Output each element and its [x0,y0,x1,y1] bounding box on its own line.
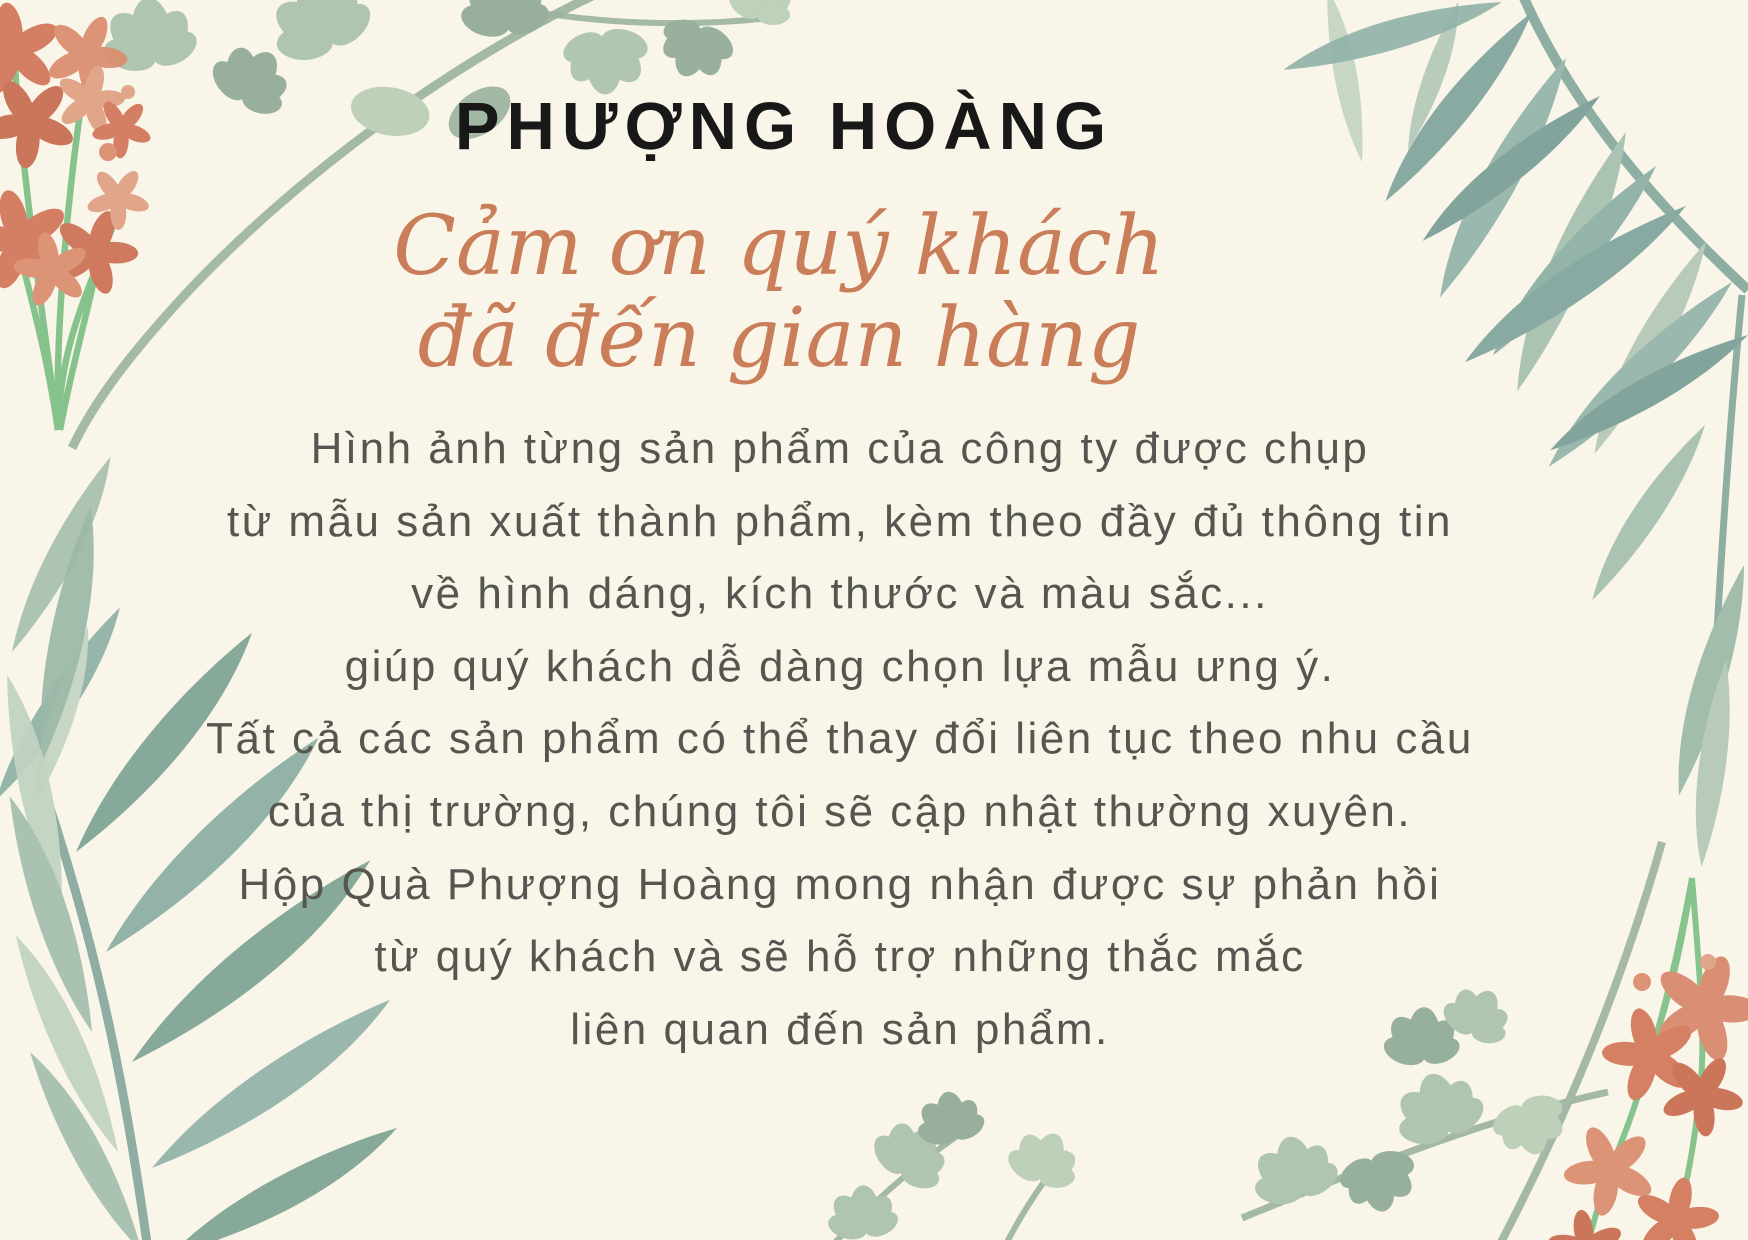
thank-you-line-1: Cảm ơn quý khách [393,199,1165,294]
body-line: về hình dáng, kích thước và màu sắc... [411,569,1269,619]
thank-you-line-2: đã đến gian hàng [417,291,1141,386]
body-line: của thị trường, chúng tôi sẽ cập nhật thường xuyên. [267,786,1413,836]
body-line: liên quan đến sản phẩm. [570,1004,1110,1054]
body-line: Hộp Quà Phượng Hoàng mong nhận được sự phản hồi [238,859,1442,909]
thank-you-message [0,201,1653,385]
brand-title: PHƯỢNG HOÀNG [454,89,1114,164]
body-line: từ quý khách và sẽ hỗ trợ những thắc mắc [374,932,1306,982]
body-line: giúp quý khách dễ dàng chọn lựa mẫu ưng ý. [344,641,1336,691]
body-line: Hình ảnh từng sản phẩm của công ty được chụp [310,424,1370,473]
body-line: từ mẫu sản xuất thành phẩm, kèm theo đầy đủ thông tin [227,496,1453,546]
body-line: Tất cả các sản phẩm có thể thay đổi liên tục theo nhu cầu [206,714,1474,764]
body-text [0,413,1714,1066]
